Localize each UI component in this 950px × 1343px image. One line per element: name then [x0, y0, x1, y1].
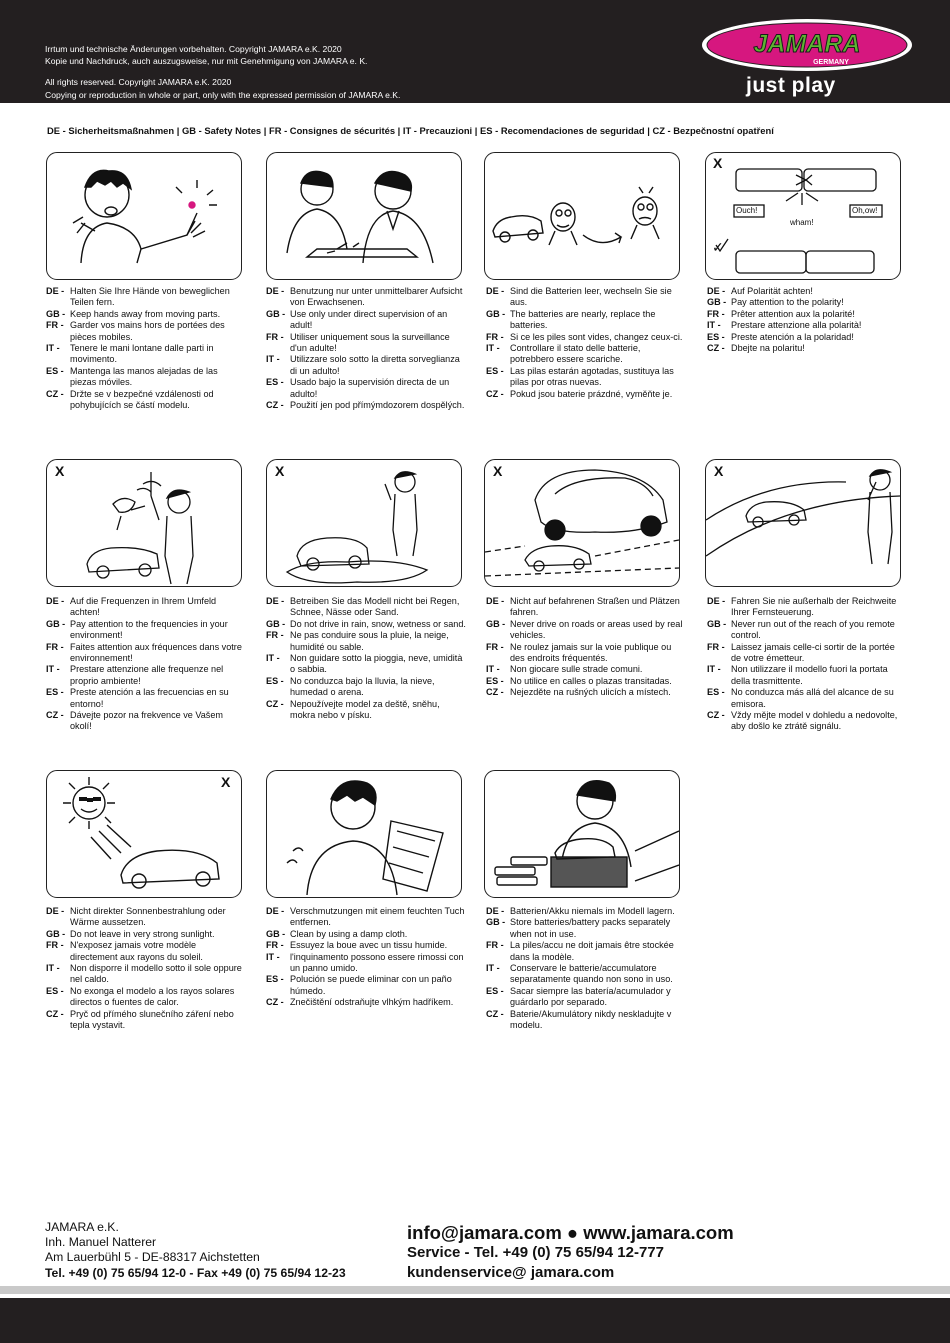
note-row — [46, 710, 246, 733]
note-row — [486, 917, 686, 940]
note-row — [707, 343, 907, 354]
language-code: CZ - — [486, 388, 504, 399]
note-row — [46, 596, 246, 619]
note-text: No conduzca bajo la lluvia, la nieve, humedad o arena. — [290, 675, 435, 698]
ouch-label: Ouch! — [736, 206, 758, 215]
language-code: ES - — [707, 687, 725, 698]
note-text: Vždy mějte model v dohledu a nedovolte, aby došlo ke ztrátě signálu. — [731, 710, 898, 732]
illustration-frame-5 — [46, 459, 242, 587]
wham-label: wham! — [790, 218, 814, 227]
language-code: DE - — [46, 286, 65, 296]
note-row — [486, 596, 686, 619]
slogan: just play — [746, 74, 836, 97]
note-row — [707, 320, 907, 331]
note-row — [266, 309, 466, 332]
language-code: FR - — [486, 641, 504, 652]
note-text: Pryč od přímého slunečního záření nebo tepla vystavit. — [70, 1008, 234, 1031]
notes-panel-10 — [266, 906, 466, 1009]
note-row — [266, 377, 466, 400]
language-code: FR - — [707, 641, 725, 652]
note-text: Znečištění odstraňujte vlhkým hadříkem. — [290, 997, 454, 1008]
note-text: Nicht auf befahrenen Straßen und Plätzen fahren. — [510, 596, 680, 618]
battery-replace-icon — [485, 153, 679, 279]
language-code: DE - — [486, 596, 505, 606]
note-row — [266, 630, 466, 653]
note-row — [486, 664, 686, 675]
language-code: GB - — [46, 308, 66, 319]
language-code: ES - — [486, 365, 504, 376]
note-row — [486, 286, 686, 309]
note-text: N'exposez jamais votre modèle directement aux rayons du soleil. — [70, 940, 203, 962]
illustration-frame-11 — [484, 770, 680, 898]
note-row — [707, 642, 907, 665]
note-text: Essuyez la boue avec un tissu humide. — [290, 940, 448, 951]
note-text: Non utilizzare il modello fuori la portata della trasmittente. — [731, 664, 888, 686]
language-code: DE - — [266, 596, 285, 606]
note-row — [486, 906, 686, 917]
language-code: GB - — [707, 297, 727, 308]
language-code: IT - — [46, 343, 60, 354]
illustration-frame-10 — [266, 770, 462, 898]
note-text: Conservare le batterie/accumulatore separatamente quando non sono in uso. — [510, 963, 673, 985]
illustration-frame-8 — [705, 459, 901, 587]
note-row — [266, 653, 466, 676]
note-row — [707, 619, 907, 642]
language-code: DE - — [266, 286, 285, 296]
language-code: IT - — [486, 664, 500, 675]
note-text: Faites attention aux fréquences dans votre environnement! — [70, 641, 242, 664]
company-address: Am Lauerbühl 5 - DE-88317 Aichstetten — [45, 1250, 260, 1265]
language-code: ES - — [266, 974, 284, 985]
footer-divider — [0, 1286, 950, 1294]
note-text: Non giocare sulle strade comuni. — [510, 664, 643, 675]
note-text: Si ce les piles sont vides, changez ceux-ci. — [510, 331, 683, 342]
note-row — [486, 389, 686, 400]
language-code: ES - — [486, 675, 504, 686]
note-row — [46, 906, 246, 929]
notes-panel-8 — [707, 596, 907, 733]
language-code: IT - — [707, 664, 721, 675]
language-code: FR - — [46, 940, 64, 951]
note-text: Baterie/Akumulátory nikdy neskladujte v modelu. — [510, 1008, 672, 1031]
language-code: ES - — [266, 675, 284, 686]
prohibited-x-mark: X — [714, 463, 724, 479]
notes-panel-1 — [46, 286, 246, 411]
adult-supervision-icon — [267, 153, 461, 279]
note-row — [707, 309, 907, 320]
notes-panel-4 — [707, 286, 907, 354]
language-code: GB - — [486, 917, 506, 928]
notes-panel-6 — [266, 596, 466, 721]
language-code: GB - — [486, 308, 506, 319]
copyright-line-de: Irrtum und technische Änderungen vorbehalten. Copyright JAMARA e.K. 2020 — [45, 44, 342, 54]
language-code: CZ - — [266, 400, 284, 411]
note-text: Polución se puede eliminar con un paño húmedo. — [290, 974, 452, 996]
language-code: IT - — [266, 653, 280, 664]
copyright-line-en: All rights reserved. Copyright JAMARA e.K. 2020 — [45, 77, 232, 88]
note-row — [266, 952, 466, 975]
illustration-frame-1 — [46, 152, 242, 280]
language-code: CZ - — [46, 710, 64, 721]
note-text: Nicht direkter Sonnenbestrahlung oder Wärme aussetzen. — [70, 906, 226, 928]
language-code: IT - — [46, 963, 60, 974]
language-code: DE - — [707, 596, 726, 606]
note-row — [46, 642, 246, 665]
note-row — [486, 332, 686, 343]
note-text: Auf die Frequenzen in Ihrem Umfeld achten! — [70, 596, 217, 618]
language-code: IT - — [486, 343, 500, 354]
frequency-icon — [47, 460, 241, 586]
note-row — [486, 676, 686, 687]
note-text: Prestare attenzione alla polarità! — [731, 320, 862, 331]
note-row — [46, 687, 246, 710]
note-text: Benutzung nur unter unmittelbarer Aufsicht von Erwachsenen. — [290, 286, 463, 308]
note-row — [266, 354, 466, 377]
cleaning-icon — [267, 771, 461, 897]
language-code: IT - — [486, 963, 500, 974]
note-text: Keep hands away from moving parts. — [70, 308, 221, 319]
note-row — [707, 664, 907, 687]
out-of-range-icon — [706, 460, 900, 586]
language-code: GB - — [266, 308, 286, 319]
footer-address — [45, 1220, 346, 1281]
note-text: Ne pas conduire sous la pluie, la neige, humidité ou sable. — [290, 630, 449, 652]
note-row — [486, 366, 686, 389]
language-code: IT - — [266, 354, 280, 365]
note-text: Držte se v bezpečné vzdálenosti od pohybujících se částí modelu. — [70, 388, 214, 411]
company-owner: Inh. Manuel Natterer — [45, 1235, 157, 1250]
note-row — [486, 687, 686, 698]
note-row — [707, 710, 907, 733]
prohibited-x-mark: X — [55, 463, 65, 479]
ohow-label: Oh,ow! — [852, 206, 878, 215]
note-text: Laissez jamais celle-ci sortir de la portée de votre émetteur. — [731, 641, 895, 664]
language-code: ES - — [46, 985, 64, 996]
language-code: ES - — [266, 377, 284, 388]
note-text: Clean by using a damp cloth. — [290, 928, 408, 939]
note-row — [266, 929, 466, 940]
note-text: No exonga el modelo a los rayos solares directos o fuentes de calor. — [70, 985, 235, 1008]
note-row — [46, 366, 246, 389]
language-code: FR - — [486, 940, 504, 951]
note-row — [266, 997, 466, 1008]
jamara-logo — [700, 18, 915, 73]
note-row — [707, 687, 907, 710]
language-code: CZ - — [486, 687, 504, 698]
copyright-block — [45, 43, 400, 101]
note-text: Preste atención a la polaridad! — [731, 331, 854, 342]
note-row — [266, 906, 466, 929]
note-text: Never drive on roads or areas used by real vehicles. — [510, 618, 683, 641]
logo-subtitle: GERMANY — [813, 59, 849, 66]
note-row — [266, 974, 466, 997]
note-row — [707, 596, 907, 619]
note-text: Sind die Batterien leer, wechseln Sie sie aus. — [510, 286, 672, 308]
rain-snow-icon — [267, 460, 461, 586]
copyright-line-en-2: Copying or reproduction in whole or part, only with the expressed permission of JAMARA e.K. — [45, 89, 401, 100]
language-code: CZ - — [46, 388, 64, 399]
note-row — [486, 963, 686, 986]
note-text: Pokud jsou baterie prázdné, vyměňte je. — [510, 388, 673, 399]
note-row — [707, 332, 907, 343]
note-row — [266, 940, 466, 951]
note-text: La piles/accu ne doit jamais être stockée dans la modèle. — [510, 940, 674, 962]
note-row — [266, 400, 466, 411]
note-text: Do not leave in very strong sunlight. — [70, 928, 215, 939]
language-code: FR - — [486, 331, 504, 342]
note-text: Auf Polarität achten! — [731, 286, 813, 296]
note-row — [46, 389, 246, 412]
illustration-frame-4 — [705, 152, 901, 280]
illustration-frame-7 — [484, 459, 680, 587]
prohibited-x-mark: X — [275, 463, 285, 479]
note-row — [46, 309, 246, 320]
illustration-frame-6 — [266, 459, 462, 587]
note-text: Prestare attenzione alle frequenze nel proprio ambiente! — [70, 664, 224, 686]
language-code: ES - — [46, 687, 64, 698]
language-code: GB - — [707, 618, 727, 629]
note-text: Halten Sie Ihre Hände von beweglichen Teilen fern. — [70, 286, 230, 308]
company-name: JAMARA e.K. — [45, 1220, 119, 1234]
note-row — [266, 596, 466, 619]
note-row — [707, 297, 907, 308]
note-row — [46, 986, 246, 1009]
notes-panel-5 — [46, 596, 246, 733]
language-code: CZ - — [46, 1008, 64, 1019]
language-code: ES - — [46, 365, 64, 376]
note-row — [266, 676, 466, 699]
note-text: Batterien/Akku niemals im Modell lagern. — [510, 906, 675, 916]
illustration-frame-9 — [46, 770, 242, 898]
note-text: Pay attention to the polarity! — [731, 297, 844, 308]
language-code: FR - — [46, 641, 64, 652]
note-text: l'inquinamento possono essere rimossi con un panno umido. — [290, 951, 464, 974]
language-code: FR - — [266, 630, 284, 641]
note-row — [46, 619, 246, 642]
language-code: DE - — [266, 906, 285, 916]
company-phone: Tel. +49 (0) 75 65/94 12-0 - Fax +49 (0) 75 65/94 12-23 — [45, 1265, 346, 1280]
note-row — [266, 332, 466, 355]
note-row — [707, 286, 907, 297]
note-text: Controllare il stato delle batterie, potrebbero essere scariche. — [510, 343, 641, 365]
language-code: ES - — [486, 985, 504, 996]
section-heading: DE - Sicherheitsmaßnahmen | GB - Safety Notes | FR - Consignes de sécurités | IT - Precauzioni | ES - Recomendaciones de seguridad | CZ - Bezpečnostní opatření — [47, 125, 774, 136]
note-text: Do not drive in rain, snow, wetness or sand. — [290, 618, 466, 629]
sun-icon — [47, 771, 241, 897]
note-row — [486, 619, 686, 642]
web-contact: info@jamara.com ● www.jamara.com — [407, 1222, 734, 1243]
note-text: The batteries are nearly, replace the batteries. — [510, 308, 656, 331]
child-hands-icon — [47, 153, 241, 279]
note-text: Sacar siempre las batería/acumulador y guárdarlo por separado. — [510, 985, 671, 1008]
note-row — [266, 619, 466, 630]
note-row — [486, 309, 686, 332]
note-text: No utilice en calles o plazas transitadas. — [510, 675, 672, 686]
language-code: GB - — [266, 618, 286, 629]
prohibited-x-mark: X — [221, 774, 231, 790]
note-text: Ne roulez jamais sur la voie publique ou des endroits fréquentés. — [510, 641, 672, 664]
language-code: CZ - — [266, 698, 284, 709]
illustration-frame-3 — [484, 152, 680, 280]
illustration-frame-2 — [266, 152, 462, 280]
note-text: Garder vos mains hors de portées des pièces mobiles. — [70, 320, 225, 342]
note-text: Verschmutzungen mit einem feuchten Tuch entfernen. — [290, 906, 465, 928]
note-text: Použití jen pod přímýmdozorem dospělých. — [290, 400, 465, 411]
note-row — [46, 664, 246, 687]
note-text: Pay attention to the frequencies in your environment! — [70, 618, 228, 641]
note-text: Non disporre il modello sotto il sole oppure nel caldo. — [70, 963, 242, 985]
prohibited-x-mark: X — [713, 155, 723, 171]
note-row — [486, 642, 686, 665]
note-text: Prêter attention aux la polarité! — [731, 308, 855, 319]
notes-panel-3 — [486, 286, 686, 400]
prohibited-x-mark: X — [493, 463, 503, 479]
note-text: Non guidare sotto la pioggia, neve, umidità o sabbia. — [290, 653, 463, 675]
note-row — [46, 963, 246, 986]
footer-contact — [407, 1222, 734, 1283]
language-code: IT - — [266, 951, 280, 962]
note-text: Nepoužívejte model za deště, sněhu, mokra nebo v písku. — [290, 698, 440, 721]
language-code: GB - — [46, 618, 66, 629]
language-code: FR - — [46, 320, 64, 331]
language-code: CZ - — [266, 997, 284, 1008]
copyright-line-de-2: Kopie und Nachdruck, auch auszugsweise, nur mit Genehmigung von JAMARA e. K. — [45, 56, 368, 67]
note-row — [46, 286, 246, 309]
note-text: Usado bajo la supervisión directa de un adulto! — [290, 377, 450, 399]
note-row — [486, 1009, 686, 1032]
note-text: Betreiben Sie das Modell nicht bei Regen, Schnee, Nässe oder Sand. — [290, 596, 460, 618]
note-text: Never run out of the reach of you remote control. — [731, 618, 895, 641]
notes-panel-11 — [486, 906, 686, 1031]
language-code: FR - — [707, 308, 725, 319]
language-code: DE - — [486, 286, 505, 296]
language-code: FR - — [266, 940, 284, 951]
note-text: Preste atención a las frecuencias en su entorno! — [70, 687, 229, 709]
notes-panel-2 — [266, 286, 466, 411]
note-text: Store batteries/battery packs separately when not in use. — [510, 917, 671, 939]
note-text: Utilizzare solo sotto la diretta sorveglianza di un adulto! — [290, 354, 460, 376]
note-text: Mantenga las manos alejadas de las piezas móviles. — [70, 365, 218, 388]
language-code: DE - — [46, 596, 65, 606]
language-code: DE - — [707, 286, 726, 296]
notes-panel-9 — [46, 906, 246, 1031]
notes-panel-7 — [486, 596, 686, 699]
language-code: IT - — [46, 664, 60, 675]
note-text: Use only under direct supervision of an adult! — [290, 308, 448, 331]
note-text: Fahren Sie nie außerhalb der Reichweite Ihrer Fernsteuerung. — [731, 596, 897, 618]
note-text: Tenere le mani lontane dalle parti in movimento. — [70, 343, 214, 365]
public-road-icon — [485, 460, 679, 586]
battery-storage-icon — [485, 771, 679, 897]
note-row — [486, 343, 686, 366]
note-row — [486, 940, 686, 963]
note-row — [46, 320, 246, 343]
service-phone: Service - Tel. +49 (0) 75 65/94 12-777 — [407, 1244, 664, 1261]
language-code: ES - — [707, 331, 725, 342]
language-code: CZ - — [486, 1008, 504, 1019]
note-row — [266, 286, 466, 309]
language-code: DE - — [46, 906, 65, 916]
note-row — [46, 343, 246, 366]
language-code: DE - — [486, 906, 505, 916]
note-row — [266, 699, 466, 722]
note-text: Nejezděte na rušných ulicích a místech. — [510, 687, 671, 698]
footer-bar — [0, 1298, 950, 1343]
note-text: Utiliser uniquement sous la surveillance d'un adulte! — [290, 331, 450, 354]
language-code: CZ - — [707, 710, 725, 721]
language-code: GB - — [46, 928, 66, 939]
header-bar — [0, 0, 950, 103]
language-code: FR - — [266, 331, 284, 342]
check-mark: ✓ — [712, 239, 724, 255]
logo-wordmark: JAMARA — [753, 30, 861, 58]
language-code: GB - — [486, 618, 506, 629]
note-row — [46, 940, 246, 963]
note-text: Dávejte pozor na frekvence ve Vašem okolí! — [70, 710, 223, 732]
service-email: kundenservice@ jamara.com — [407, 1264, 615, 1281]
note-text: No conduzca más allá del alcance de su emisora. — [731, 687, 894, 709]
note-row — [46, 929, 246, 940]
note-text: Las pilas estarán agotadas, sustituya las pilas por otras nuevas. — [510, 365, 674, 388]
note-row — [46, 1009, 246, 1032]
note-row — [486, 986, 686, 1009]
language-code: GB - — [266, 928, 286, 939]
note-text: Dbejte na polaritu! — [731, 343, 805, 354]
language-code: IT - — [707, 320, 721, 331]
battery-polarity-icon — [706, 153, 900, 279]
language-code: CZ - — [707, 343, 725, 354]
